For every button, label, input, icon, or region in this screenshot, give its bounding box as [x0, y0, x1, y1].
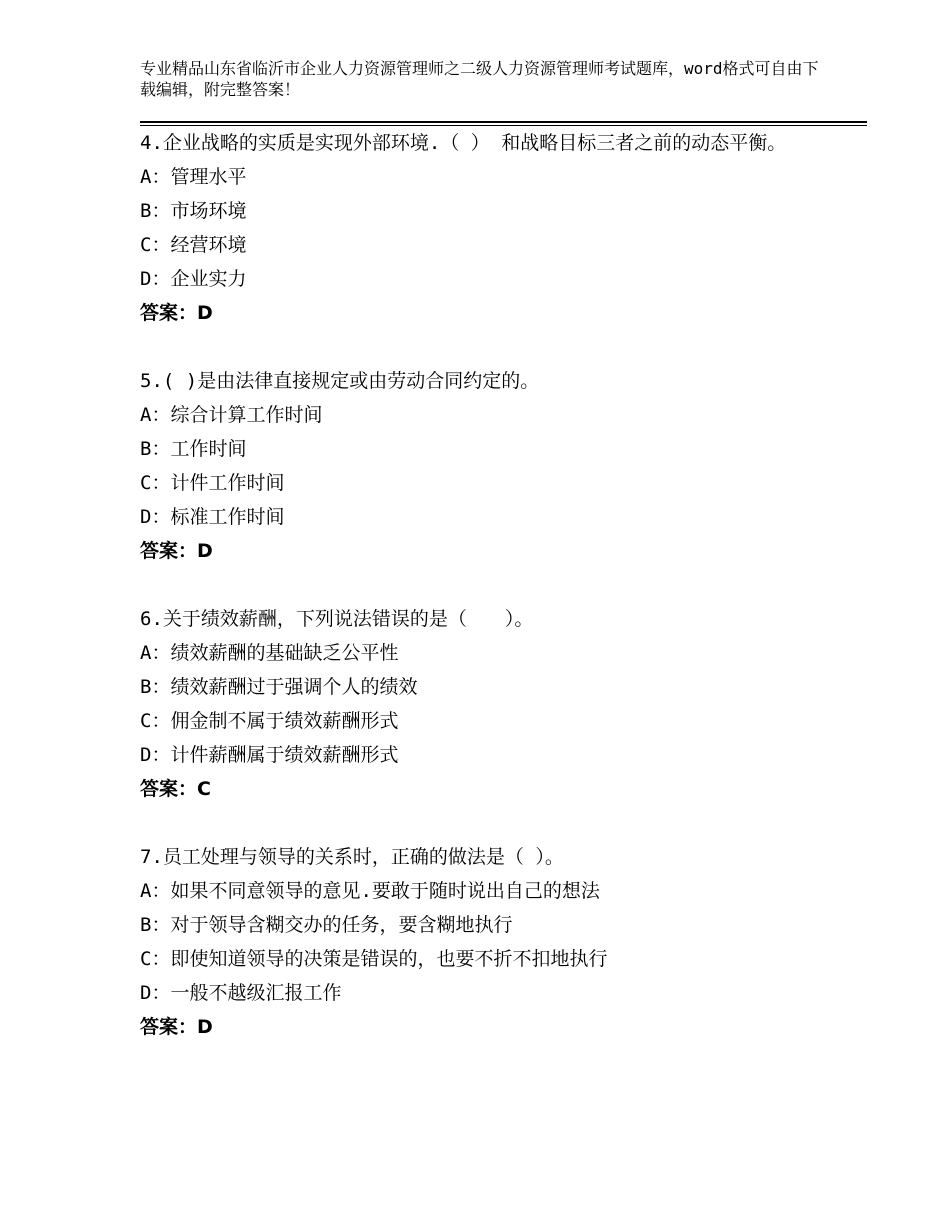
answer-label: 答案： [140, 1016, 198, 1038]
answer-value: D [197, 540, 213, 562]
option-d: D：标准工作时间 [140, 506, 285, 528]
option-c: C：计件工作时间 [140, 472, 285, 494]
option-a: A：综合计算工作时间 [140, 404, 323, 426]
page-header: 专业精品山东省临沂市企业人力资源管理师之二级人力资源管理师考试题库，word格式可自由下载编辑，附完整答案！ [140, 59, 819, 99]
option-a: A：绩效薪酬的基础缺乏公平性 [140, 642, 399, 664]
question-stem: 5.( )是由法律直接规定或由劳动合同约定的。 [140, 370, 540, 392]
answer-line [140, 296, 820, 330]
answer-line [140, 1010, 820, 1044]
answer-label: 答案： [140, 540, 198, 562]
question-7 [140, 840, 820, 1044]
answer-line [140, 534, 820, 568]
option-c: C：即使知道领导的决策是错误的，也要不折不扣地执行 [140, 948, 608, 970]
option-d: D：计件薪酬属于绩效薪酬形式 [140, 744, 399, 766]
answer-value: D [197, 1016, 213, 1038]
answer-label: 答案： [140, 778, 198, 800]
question-4 [140, 126, 820, 330]
question-stem: 4.企业战略的实质是实现外部环境.（ ） 和战略目标三者之前的动态平衡。 [140, 132, 787, 154]
question-list [140, 126, 820, 1078]
option-b: B：市场环境 [140, 200, 247, 222]
option-c: C：经营环境 [140, 234, 247, 256]
option-d: D：企业实力 [140, 268, 247, 290]
question-5 [140, 364, 820, 568]
question-stem: 7.员工处理与领导的关系时，正确的做法是（ ）。 [140, 846, 564, 868]
header-rule-thick [140, 121, 867, 123]
option-b: B：绩效薪酬过于强调个人的绩效 [140, 676, 418, 698]
option-c: C：佣金制不属于绩效薪酬形式 [140, 710, 399, 732]
question-6 [140, 602, 820, 806]
answer-value: C [197, 778, 211, 800]
answer-value: D [197, 302, 213, 324]
answer-label: 答案： [140, 302, 198, 324]
question-stem: 6.关于绩效薪酬，下列说法错误的是（ ）。 [140, 608, 534, 630]
option-b: B：工作时间 [140, 438, 247, 460]
option-a: A：管理水平 [140, 166, 247, 188]
answer-line [140, 772, 820, 806]
option-b: B：对于领导含糊交办的任务，要含糊地执行 [140, 914, 513, 936]
option-d: D：一般不越级汇报工作 [140, 982, 342, 1004]
option-a: A：如果不同意领导的意见.要敢于随时说出自己的想法 [140, 880, 600, 902]
